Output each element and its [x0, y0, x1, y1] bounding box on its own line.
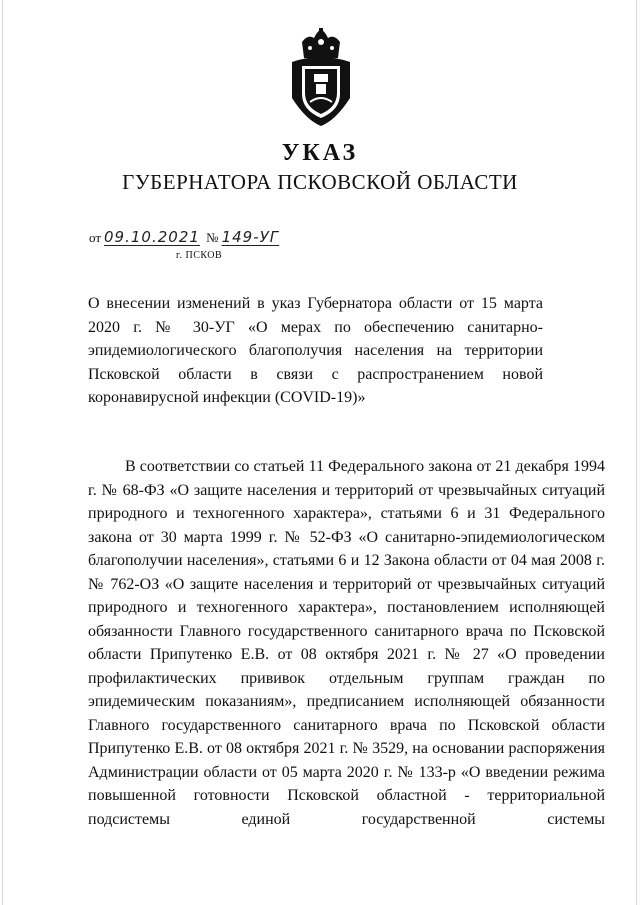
registration-line	[86, 228, 279, 246]
city-label: г. ПСКОВ	[176, 250, 223, 261]
decree-body: В соответствии со статьей 11 Федерального закона от 21 декабря 1994 г. № 68-ФЗ «О защите населения и территорий от чрезвычайных ситуаций природного и техногенного характера», статьями 6 и 31 Федерального закона от 30 марта 1999 г. № 52-ФЗ «О санитарно-эпидемиологическом благополучии населения», статьями 6 и 12 Закона области от 04 мая 2008 г. № 762-ОЗ «О защите населения и территорий от чрезвычайных ситуаций природного и техногенного характера», постановлением исполняющей обязанности Главного государственного санитарного врача по Псковской области Припутенко Е.В. от 08 октября 2021 г. № 27 «О проведении профилактических прививок отдельным группам граждан по эпидемическим показаниям», предписанием исполняющей обязанности Главного государственного санитарного врача по Псковской области Припутенко Е.В. от 08 октября 2021 г. № 3529, на основании распоряжения Администрации области от 05 марта 2020 г. № 133-р «О введении режима повышенной готовности Псковской областной - территориальной подсистемы единой государственной системы	[88, 458, 605, 828]
document-type: УКАЗ	[281, 140, 359, 166]
number-label: №	[206, 230, 219, 245]
issuer-title: ГУБЕРНАТОРА ПСКОВСКОЙ ОБЛАСТИ	[122, 170, 518, 194]
coat-of-arms-icon	[288, 28, 354, 128]
scan-edge-left	[2, 0, 3, 905]
decree-number: 149-УГ	[221, 228, 280, 246]
decree-title: О внесении изменений в указ Губернатора области от 15 марта 2020 г. № 30-УГ «О мерах по обеспечению санитарно-эпидемиологического благополучия населения на территории Псковской области в связи с распространением новой коронавирусной инфекции (COVID-19)»	[88, 295, 543, 406]
decree-date: 09.10.2021	[104, 228, 200, 246]
date-label: от	[89, 230, 102, 245]
scan-edge-right	[636, 0, 637, 905]
